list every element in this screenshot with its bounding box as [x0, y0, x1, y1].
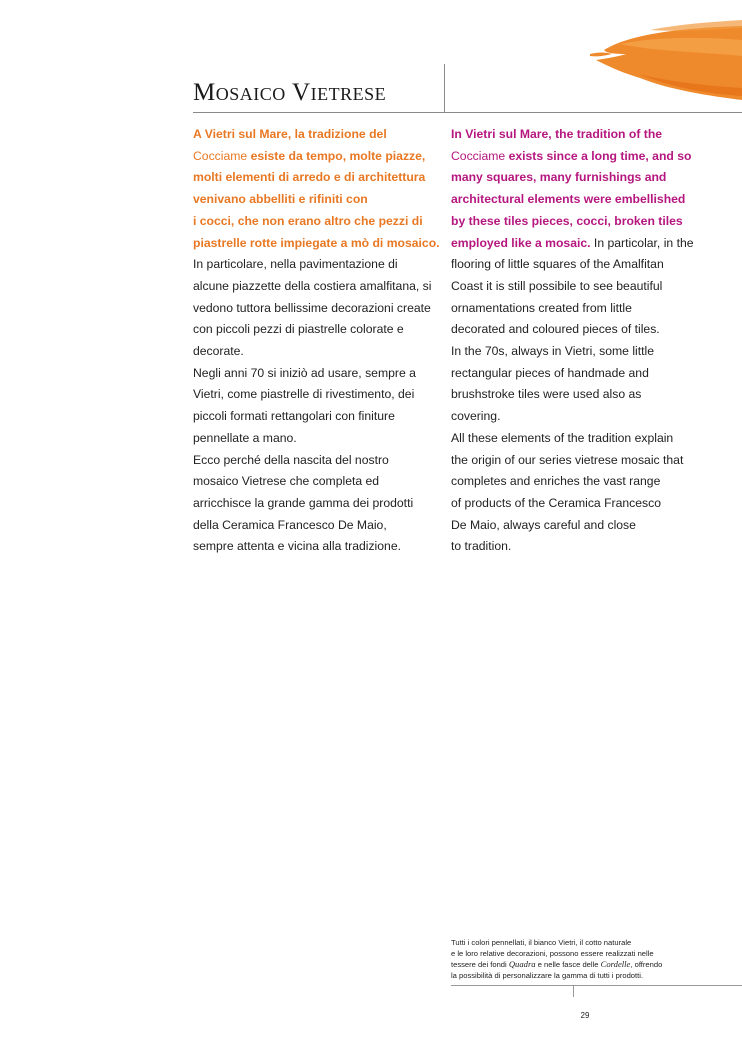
- italian-body: In particolare, nella pavimentazione di alcune piazzette della costiera amalfitana, si vedono tuttora bellissime decorazioni create con piccoli pezzi di piastrelle colorate e decorate. Negli anni 70 si iniziò ad usare, sempre a Vietri, come piastrelle di rivestimento, dei piccoli formati rettangolari con finiture pennellate a mano. Ecco perché della nascita del nostro mosaico Vietrese che completa ed arricchisce la grande gamma dei prodotti della Ceramica Francesco De Maio, sempre attenta e vicina alla tradizione.: [193, 257, 432, 554]
- footnote-divider: [573, 985, 574, 997]
- english-text: In Vietri sul Mare, the tradition of the Cocciame exists since a long time, and so many squares, many furnishings and architectural elements were embellished by these tiles pieces, cocci, broken tiles employed like a mosaic. In particolar, in the flooring of little squares of the Amalfitan Coast it is still possibile to see beautiful ornamentations created from little decorated and coloured pieces of tiles. In the 70s, always in Vietri, some little rectangular pieces of handmade and brushstroke tiles were used also as covering. All these elements of the tradition explain the origin of our series vietrese mosaic that completes and enriches the vast range of products of the Ceramica Francesco De Maio, always careful and close to tradition.: [451, 127, 694, 554]
- english-lead: In Vietri sul Mare, the tradition of the Cocciame exists since a long time, and so many squares, many furnishings and architectural elements were embellished by these tiles pieces, cocci, broken tiles employed like a mosaic.: [451, 127, 692, 250]
- orange-brushstroke-decoration: [590, 16, 742, 106]
- footnote-rule: [451, 985, 742, 986]
- english-column: [451, 124, 699, 558]
- italian-lead: A Vietri sul Mare, la tradizione del Cocciame esiste da tempo, molte piazze, molti elementi di arredo e di architettura venivano abbelliti e rifiniti con i cocci, che non erano altro che pezzi di piastrelle rotte impiegate a mò di mosaico.: [193, 127, 440, 250]
- footnote: Tutti i colori pennellati, il bianco Vietri, il cotto naturale e le loro relative decorazioni, possono essere realizzati nelle tessere dei fondi Quadra e nelle fasce delle Cordelle, offrendo la possibilità di personalizzare la gamma di tutti i prodotti.: [451, 938, 663, 980]
- page-number: 29: [580, 1011, 590, 1020]
- title-rule: [193, 112, 742, 113]
- page-title: Mosaico Vietrese: [193, 79, 387, 106]
- cordelle-term: Cordelle: [600, 959, 631, 970]
- italian-column: [193, 124, 441, 558]
- quadra-term: Quadra: [508, 959, 536, 970]
- title-divider: [444, 64, 445, 112]
